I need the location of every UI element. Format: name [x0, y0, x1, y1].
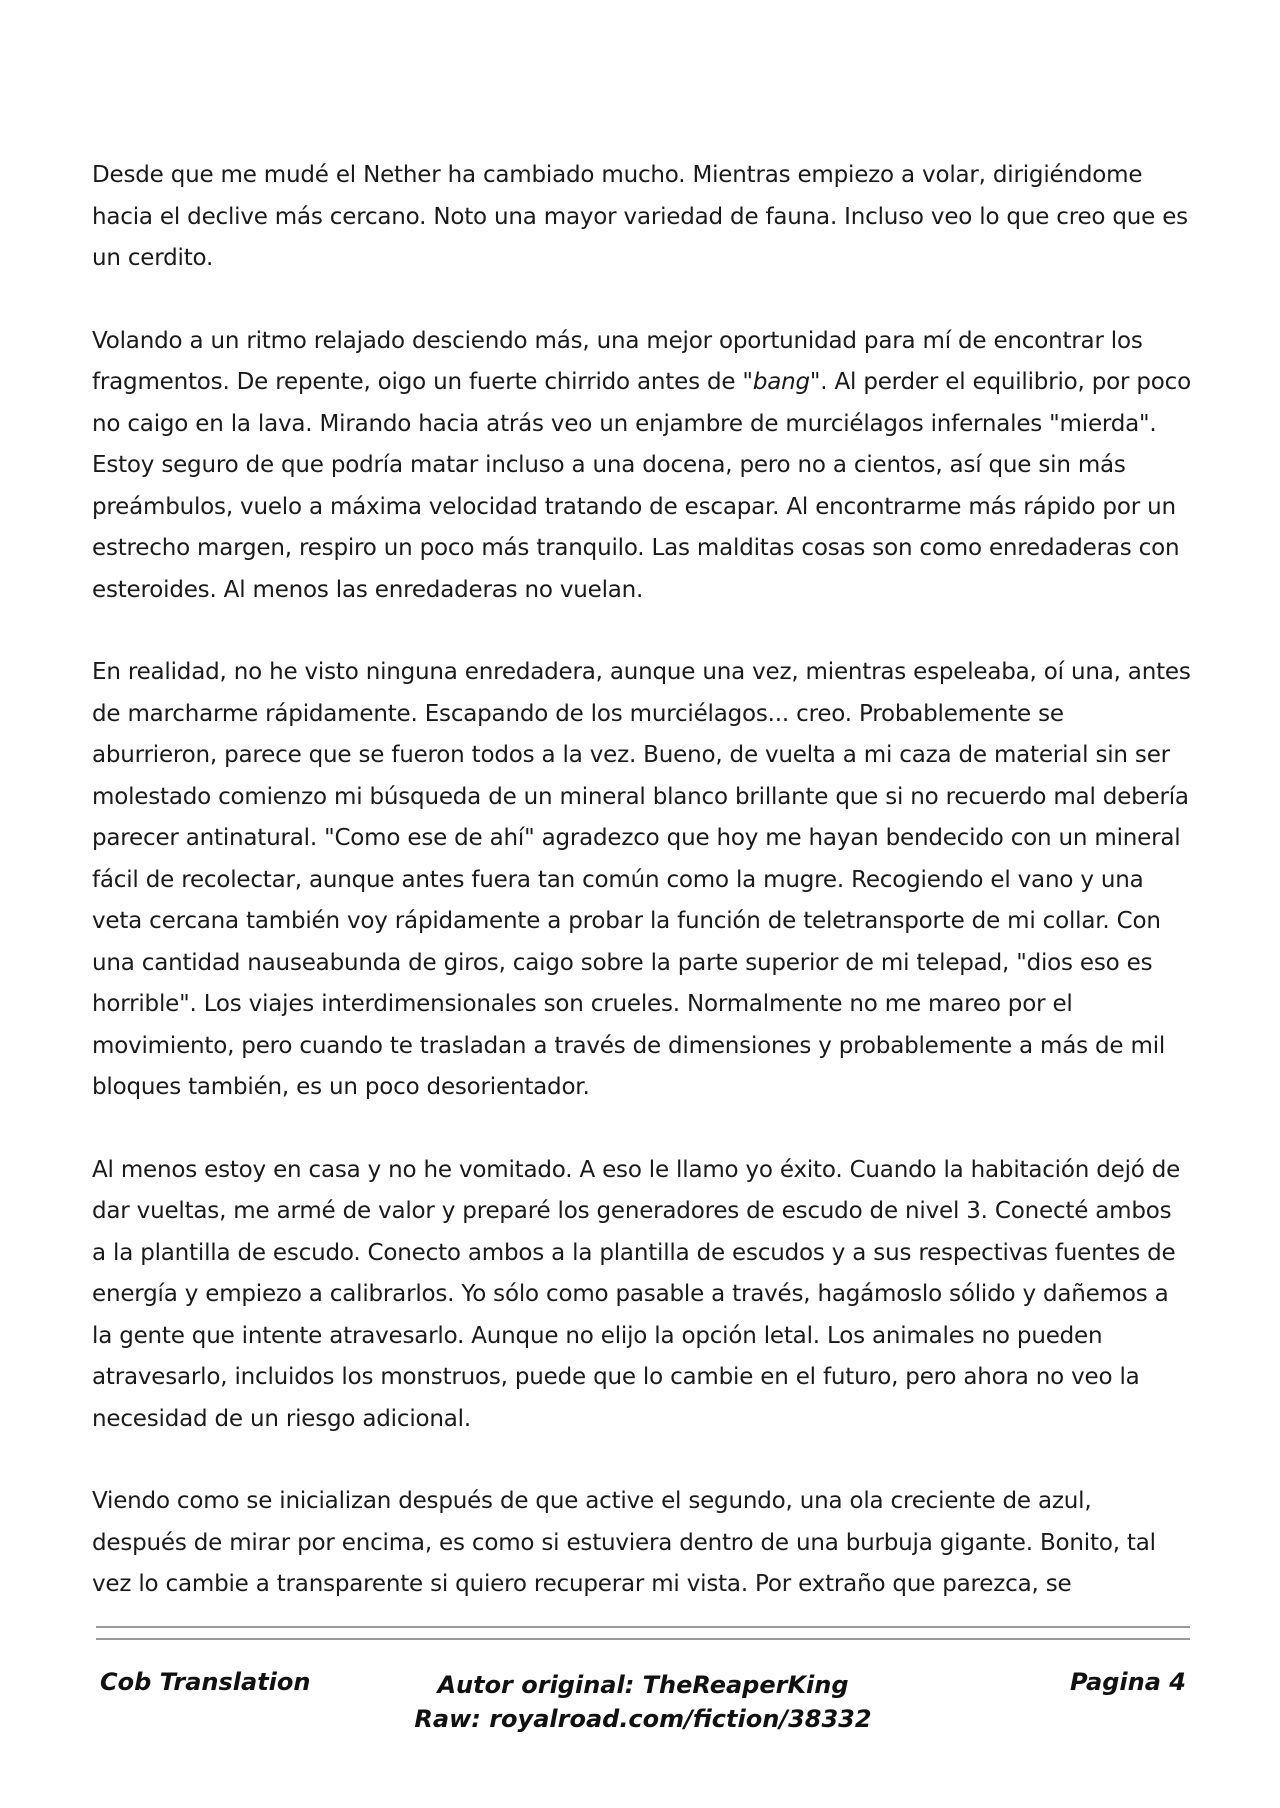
footer-source-link[interactable]: Raw: royalroad.com/fiction/38332	[414, 1705, 872, 1733]
footer-credits	[96, 1668, 1190, 1736]
paragraph-emphasis: bang	[752, 369, 810, 395]
footer-translator: Cob Translation	[100, 1668, 311, 1696]
paragraph-text: Volando a un ritmo relajado desciendo más, una mejor oportunidad para mí de encontrar los fragmentos. De repente, oigo un fuerte chirrido antes de "	[92, 327, 1143, 395]
page-number: Pagina 4	[1070, 1668, 1186, 1696]
paragraph: Al menos estoy en casa y no he vomitado. A eso le llamo yo éxito. Cuando la habitación dejó de dar vueltas, me armé de valor y preparé los generadores de escudo de nivel 3. Conecté ambos a la plantilla de escudo. Conecto ambos a la plantilla de escudos y a sus respectivas fuentes de energía y empiezo a calibrarlos. Yo sólo como pasable a través, hagámoslo sólido y dañemos a la gente que intente atravesarlo. Aunque no elijo la opción letal. Los animales no pueden atravesarlo, incluidos los monstruos, puede que lo cambie en el futuro, pero ahora no veo la necesidad de un riesgo adicional.	[92, 1156, 1181, 1432]
footer-divider	[96, 1626, 1190, 1628]
footer-author: Autor original: TheReaperKing	[437, 1671, 849, 1699]
paragraph	[92, 321, 1192, 612]
paragraph: Viendo como se inicializan después de que active el segundo, una ola creciente de azul, después de mirar por encima, es como si estuviera dentro de una burbuja gigante. Bonito, tal vez lo cambie a transparente si quiero recuperar mi vista. Por extraño que parezca, se	[92, 1488, 1156, 1597]
paragraph: En realidad, no he visto ninguna enredadera, aunque una vez, mientras espeleaba, oí una, antes de marcharme rápidamente. Escapando de los murciélagos... creo. Probablemente se aburrieron, parece que se fueron todos a la vez. Bueno, de vuelta a mi caza de material sin ser molestado comienzo mi búsqueda de un mineral blanco brillante que si no recuerdo mal debería parecer antinatural. "Como ese de ahí" agradezco que hoy me hayan bendecido con un mineral fácil de recolectar, aunque antes fuera tan común como la mugre. Recogiendo el vano y una veta cercana también voy rápidamente a probar la función de teletransporte de mi collar. Con una cantidad nauseabunda de giros, caigo sobre la parte superior de mi telepad, "dios eso es horrible". Los viajes interdimensionales son crueles. Normalmente no me mareo por el movimiento, pero cuando te trasladan a través de dimensiones y probablemente a más de mil bloques también, es un poco desorientador.	[92, 659, 1191, 1100]
footer-divider	[96, 1638, 1190, 1640]
page-footer	[96, 1668, 1190, 1758]
paragraph: Desde que me mudé el Nether ha cambiado mucho. Mientras empiezo a volar, dirigiéndome hacia el declive más cercano. Noto una mayor variedad de fauna. Incluso veo lo que creo que es un cerdito.	[92, 162, 1188, 271]
document-body	[92, 155, 1192, 1647]
paragraph-text: ". Al perder el equilibrio, por poco no caigo en la lava. Mirando hacia atrás veo un enjambre de murciélagos infernales "mierda". Estoy seguro de que podría matar incluso a una docena, pero no a cientos, así que sin más preámbulos, vuelo a máxima velocidad tratando de escapar. Al encontrarme más rápido por un estrecho margen, respiro un poco más tranquilo. Las malditas cosas son como enredaderas con esteroides. Al menos las enredaderas no vuelan.	[92, 369, 1191, 603]
